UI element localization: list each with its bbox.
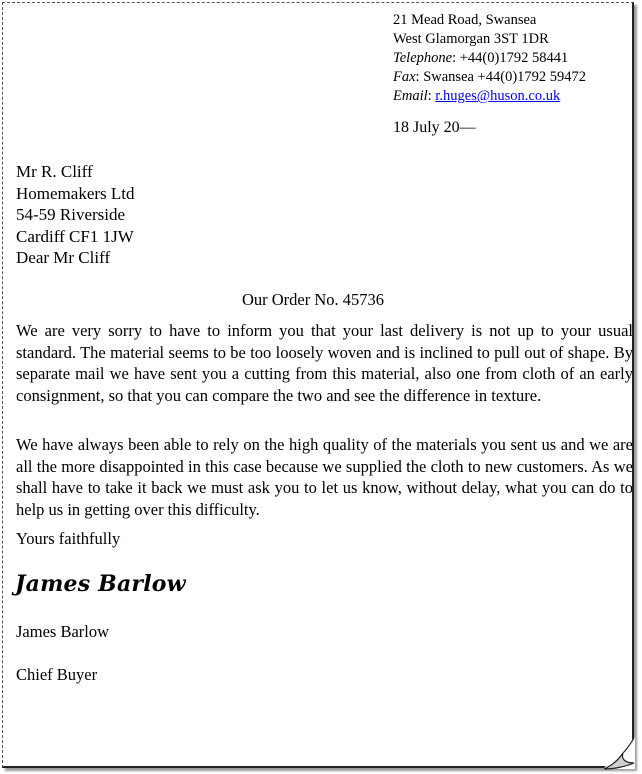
recipient-company: Homemakers Ltd xyxy=(16,183,135,203)
complimentary-close: Yours faithfully xyxy=(16,529,121,548)
email-separator: : xyxy=(427,88,436,104)
sender-address-block xyxy=(393,11,586,106)
email-link[interactable]: r.huges@huson.co.uk xyxy=(435,88,561,104)
telephone-value: : +44(0)1792 58441 xyxy=(452,50,569,66)
letter-date: 18 July 20— xyxy=(393,119,476,136)
recipient-city: Cardiff CF1 1JW xyxy=(16,226,134,246)
sender-address-line1: 21 Mead Road, Swansea xyxy=(393,12,537,28)
handwritten-signature: James Barlow xyxy=(15,571,186,597)
recipient-name: Mr R. Cliff xyxy=(16,162,93,181)
sender-telephone xyxy=(393,49,586,68)
recipient-address-block xyxy=(16,161,135,269)
recipient-street: 54-59 Riverside xyxy=(16,205,126,224)
letter-page xyxy=(2,2,634,768)
sender-address-line2: West Glamorgan 3ST 1DR xyxy=(393,31,549,47)
body-paragraph-1: We are very sorry to have to inform you that your last delivery is not up to your usual standard. The material seems to be too loosely woven and is inclined to pull out of shape. By separate mail we have sent you a cutting from this material, also one from cloth of an early consignment, so that you can compare the two and see the difference in texture. xyxy=(16,321,633,405)
salutation: Dear Mr Cliff xyxy=(16,248,111,267)
fax-value: : Swansea +44(0)1792 59472 xyxy=(415,69,587,85)
signer-title: Chief Buyer xyxy=(16,665,98,684)
page-curl-icon xyxy=(601,735,637,771)
email-label: Email xyxy=(393,88,428,104)
sender-fax xyxy=(393,68,586,87)
fax-label: Fax xyxy=(393,69,416,85)
subject-line: Our Order No. 45736 xyxy=(241,290,385,309)
signer-name: James Barlow xyxy=(16,622,110,641)
telephone-label: Telephone xyxy=(393,50,453,66)
sender-email xyxy=(393,87,586,106)
body-paragraph-2: We have always been able to rely on the high quality of the materials you sent us and we are all the more disappointed in this case because we supplied the cloth to new customers. As we shall have to take it back we must ask you to let us know, without delay, what you can do to help us in getting over this difficulty. xyxy=(16,435,633,519)
